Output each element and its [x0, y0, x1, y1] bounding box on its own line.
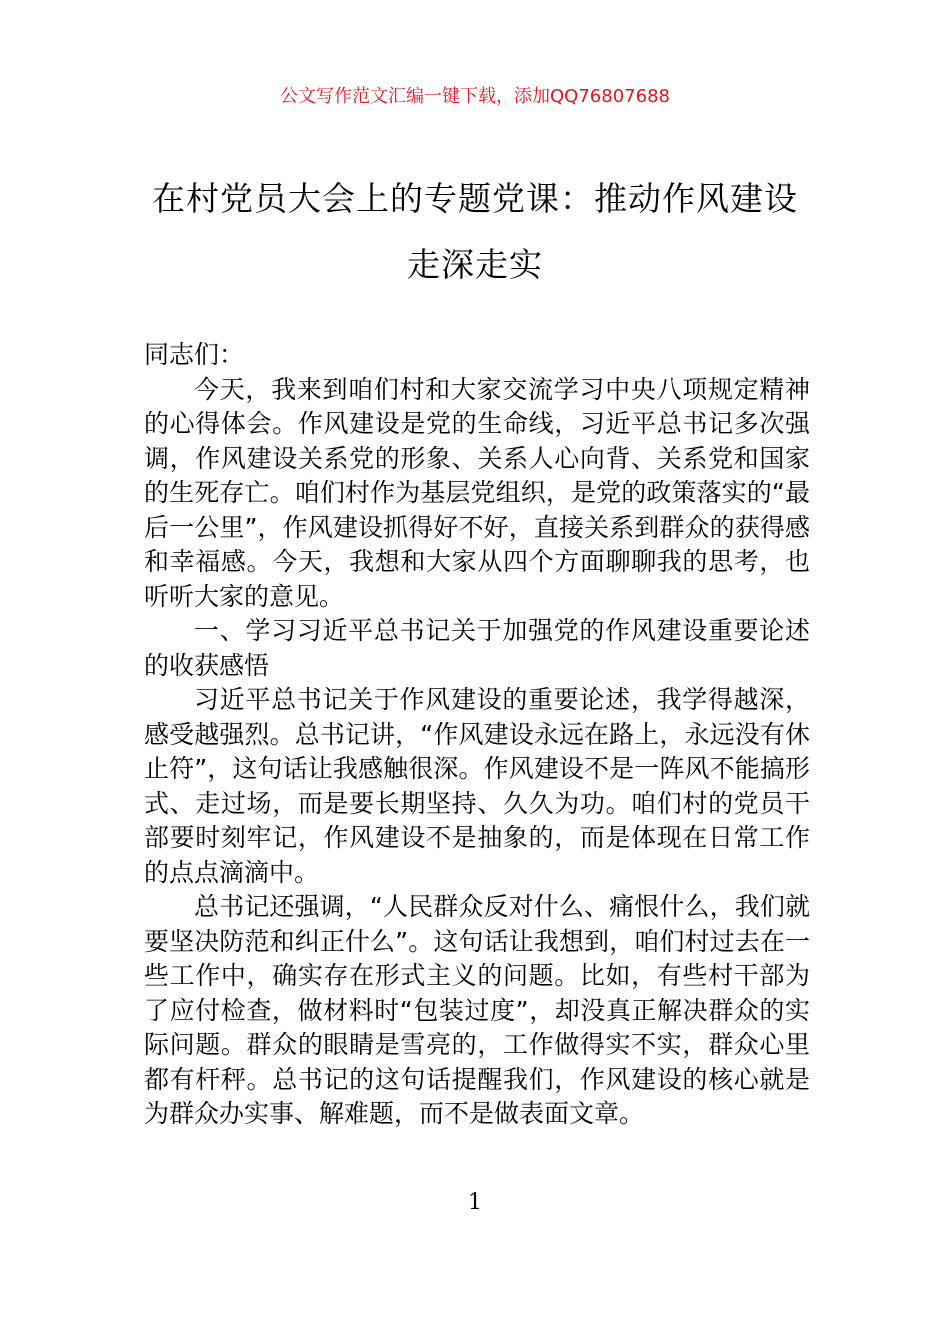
document-title: 在村党员大会上的专题党课：推动作风建设走深走实 [152, 179, 798, 284]
body-paragraph: 今天，我来到咱们村和大家交流学习中央八项规定精神的心得体会。作风建设是党的生命线，习近平总书记多次强调，作风建设关系党的形象、关系人心向背、关系党和国家的生死存亡。咱们村作为基层党组织，是党的政策落实的“最后一公里”，作风建设抓得好不好，直接关系到群众的获得感和幸福感。今天，我想和大家从四个方面聊聊我的思考，也听听大家的意见。 [144, 374, 810, 611]
body-paragraph: 总书记还强调，“人民群众反对什么、痛恨什么，我们就要坚决防范和纠正什么”。这句话让我想到，咱们村过去在一些工作中，确实存在形式主义的问题。比如，有些村干部为了应付检查，做材料时“包装过度”，却没真正解决群众的实际问题。群众的眼睛是雪亮的，工作做得实不实，群众心里都有杆秤。总书记的这句话提醒我们，作风建设的核心就是为群众办实事、解难题，而不是做表面文章。 [144, 892, 810, 1128]
salutation: 同志们： [144, 340, 245, 369]
promo-header: 公文写作范文汇编一键下载，添加QQ76807688 [280, 86, 670, 107]
section-heading: 一、学习习近平总书记关于加强党的作风建设重要论述的收获感悟 [144, 616, 810, 680]
page-number: 1 [468, 1190, 482, 1215]
body-paragraph: 习近平总书记关于作风建设的重要论述，我学得越深，感受越强烈。总书记讲，“作风建设永远在路上，永远没有休止符”，这句话让我感触很深。作风建设不是一阵风不能搞形式、走过场，而是要长期坚持、久久为功。咱们村的党员干部要时刻牢记，作风建设不是抽象的，而是体现在日常工作的点点滴滴中。 [144, 685, 810, 887]
document-body [144, 338, 810, 1132]
